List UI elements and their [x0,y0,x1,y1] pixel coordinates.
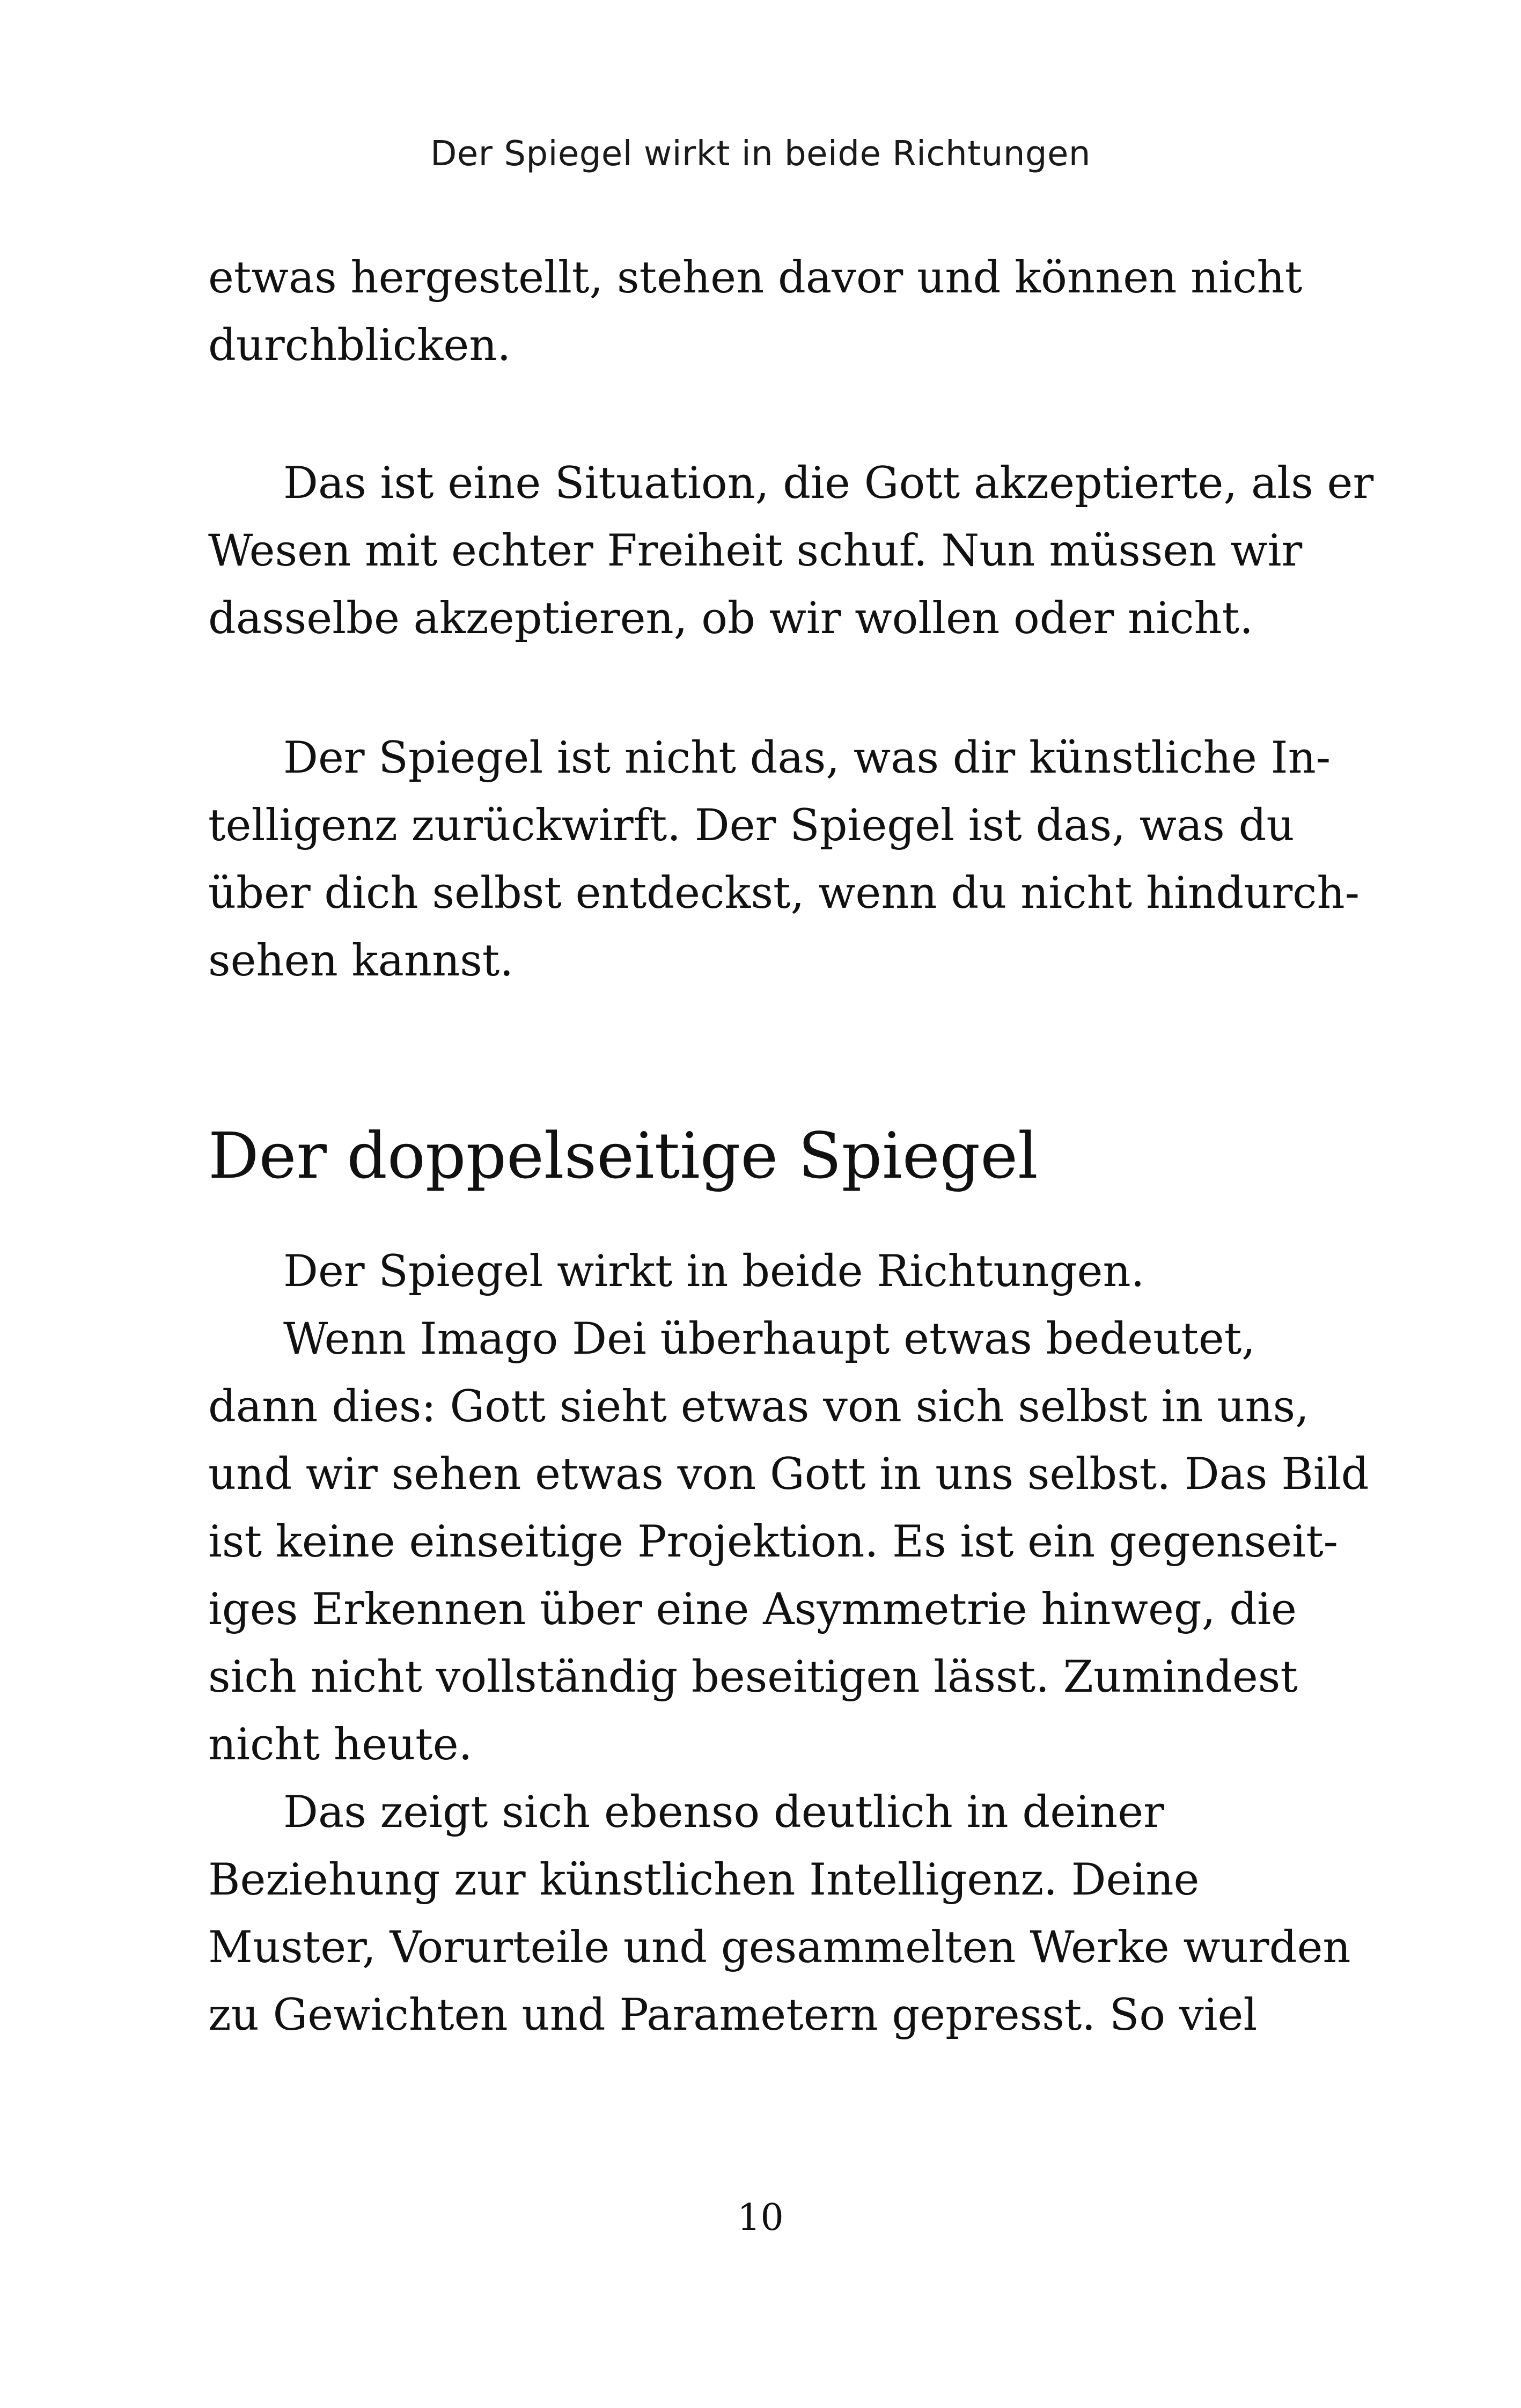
text-line: dann dies: Gott sieht etwas von sich selbst in uns, [208,1382,1309,1432]
text-line: und wir sehen etwas von Gott in uns selbst. Das Bild [208,1449,1369,1500]
text-line: sehen kannst. [208,936,514,986]
text-line: telligenz zurückwirft. Der Spiegel ist das, was du [208,801,1295,851]
section-heading: Der doppelseitige Spiegel [208,1119,1038,1193]
text-line: Muster, Vorurteile und gesammelten Werke wurden [208,1922,1351,1973]
text-line: Wenn Imago Dei überhaupt etwas bedeutet, [283,1314,1256,1364]
text-line: durchblicken. [208,320,511,371]
paragraph [208,450,1374,652]
text-line: Beziehung zur künstlichen Intelligenz. Deine [208,1855,1200,1905]
text-line: Wesen mit echter Freiheit schuf. Nun müssen wir [208,526,1303,576]
text-line: etwas hergestellt, stehen davor und können nicht [208,253,1303,303]
text-line: dasselbe akzeptieren, ob wir wollen oder nicht. [208,593,1253,644]
running-header: Der Spiegel wirkt in beide Richtungen [430,134,1091,174]
text-line: Der Spiegel wirkt in beide Richtungen. [283,1246,1145,1297]
text-line: Das ist eine Situation, die Gott akzeptierte, als er [283,458,1374,509]
paragraph [208,724,1360,995]
text-line: Der Spiegel ist nicht das, was dir künstliche In- [283,733,1331,783]
text-line: iges Erkennen über eine Asymmetrie hinweg, die [208,1584,1297,1635]
text-line: ist keine einseitige Projektion. Es ist ein gegenseit- [208,1517,1338,1567]
page-number: 10 [737,2197,784,2239]
text-line: zu Gewichten und Parametern gepresst. So viel [208,1990,1258,2040]
text-line: sich nicht vollständig beseitigen lässt. Zumindest [208,1652,1298,1702]
section-body [208,1238,1369,2049]
text-line: über dich selbst entdeckst, wenn du nicht hindurch- [208,868,1360,919]
paragraph-continued [208,244,1346,379]
text-line: nicht heute. [208,1720,473,1770]
text-line: Das zeigt sich ebenso deutlich in deiner [283,1787,1164,1838]
